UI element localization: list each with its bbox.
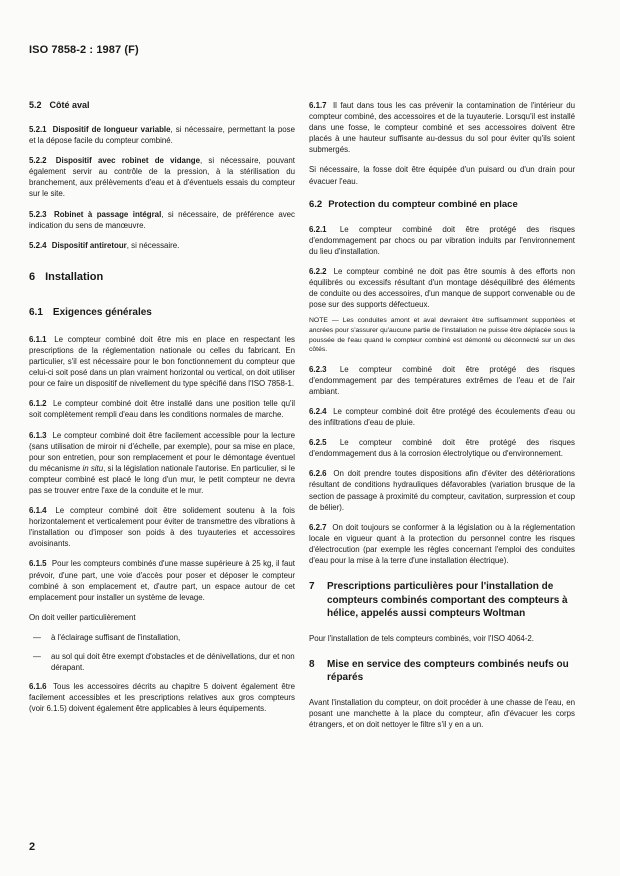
clause-text: Le compteur combiné doit être protégé des risques d'endommagement par chocs ou par vibration induits par l'environnement du lieu d'installation. (309, 224, 575, 256)
clause-number: 6.2.2 (309, 266, 327, 276)
clause-emphasis: in situ (82, 463, 104, 473)
clause-text: Le compteur combiné doit être protégé des risques d'endommagement dus à la corrosion électrolytique ou d'environnement. (309, 438, 575, 459)
clause-text: On doit prendre toutes dispositions afin d'éviter des détériorations résultant de conditions hydrauliques défavorables (variation brusque de la section de passage à proximité du compteur, cavitation, surpression et coup de bélier). (309, 469, 575, 512)
section-number: 6 (29, 270, 36, 283)
standard-header: ISO 7858-2 : 1987 (F) (29, 44, 139, 56)
clause-lead: Dispositif avec robinet de vidange (55, 156, 200, 166)
bullet-dash: — (33, 632, 41, 642)
section-number: 8 (309, 658, 315, 670)
section-title: Exigences générales (52, 306, 152, 318)
clause-number: 5.2.2 (29, 156, 47, 166)
section-title: Mise en service des compteurs combinés neufs ou réparés (327, 658, 569, 684)
clause-text: Le compteur combiné doit être facilement accessible pour la lecture (sans utilisation de miroir ni d'échelle, par exemple), pour sa mise en place, pour son entretien, pour son remplacement et pour le démontage éventuel du mécanisme (29, 430, 295, 473)
clause-number: 6.1.4 (29, 506, 47, 516)
page-number: 2 (29, 841, 36, 853)
clause-text: Le compteur combiné doit être mis en place en respectant les prescriptions de la réglementation nationale ou celles du fabricant. En particulier, s'il est nécessaire pour le bon fonctionnement du compteur que celui-ci soit posé dans un plan vraiment horizontal ou vertical, on doit utiliser pour ce faire un dispositif de nivellement du type spécifié dans l'ISO 7858-1. (29, 334, 295, 389)
clause-6-2-1 (309, 224, 575, 257)
section-title: Côté aval (49, 100, 90, 110)
clause-number: 6.2.4 (309, 406, 327, 416)
clause-6-2-6 (309, 468, 575, 512)
clause-6-1-5 (29, 558, 295, 602)
section-number: 6.2 (309, 198, 323, 210)
clause-text: Le compteur combiné doit être protégé des écoulements d'eau ou des infiltrations d'eau de pluie. (309, 406, 575, 428)
clause-number: 6.2.5 (309, 438, 327, 448)
clause-text: Le compteur combiné doit être installé dans une position telle qu'il soit complètement rempli d'eau dans les conditions normales de marche. (29, 399, 295, 420)
section-title: Protection du compteur combiné en place (328, 198, 518, 210)
clause-6-2-2 (309, 266, 575, 310)
bullet-text: au sol qui doit être exempt d'obstacles et de dénivellations, dur et non dérapant. (51, 652, 295, 673)
heading-8 (309, 658, 575, 685)
section-8-text: Avant l'installation du compteur, on doit procéder à une chasse de l'eau, en posant une manchette à la place du compteur, afin d'évacuer les corps étrangers, et on doit nettoyer le filtre s'il y en a un. (309, 697, 575, 729)
section-7-text: Pour l'installation de tels compteurs combinés, voir l'ISO 4064-2. (309, 633, 534, 643)
clause-number: 6.1.5 (29, 559, 47, 569)
right-column (309, 100, 575, 739)
clause-number: 6.1.7 (309, 101, 327, 110)
clause-6-1-4 (29, 505, 295, 549)
clause-text: , si nécessaire, permettant la pose et la dépose facile du compteur combiné. (29, 125, 295, 146)
section-number: 7 (309, 581, 315, 593)
clause-6-2-4 (309, 406, 575, 428)
clause-number: 6.2.7 (309, 522, 327, 532)
clause-5-2-4 (29, 240, 295, 251)
heading-5-2 (29, 100, 295, 110)
clause-6-1-7 (309, 100, 575, 155)
clause-5-2-3 (29, 209, 295, 231)
clause-text: Le compteur combiné doit être solidement soutenu à la fois horizontalement et verticalement pour éviter de transmettre des vibrations à l'installation ou d'imposer son poids à des tuyauteries et accessoires avoisinants. (29, 506, 295, 549)
clause-6-1-1 (29, 334, 295, 389)
note: NOTE — Les conduites amont et aval devraient être suffisamment supportées et ancrées pour s'assurer qu'aucune partie de l'installation ne puisse être déplacée sous la poussée de l'eau quand le compteur combiné est démonté ou déconnecté sur un des côtés. (309, 317, 575, 354)
clause-lead: Dispositif de longueur variable (52, 125, 171, 134)
clause-6-1-6 (29, 681, 295, 714)
clause-text: , si nécessaire. (126, 240, 180, 250)
heading-7 (309, 580, 575, 621)
clause-5-2-1 (29, 124, 295, 146)
clause-number: 6.1.2 (29, 399, 47, 409)
clause-6-1-7-cont: Si nécessaire, la fosse doit être équipée d'un puisard ou d'un drain pour évacuer l'eau. (309, 165, 575, 186)
clause-number: 6.2.6 (309, 469, 327, 479)
clause-text: Il faut dans tous les cas prévenir la contamination de l'intérieur du compteur combiné, des accessoires et de la tuyauterie. Lorsqu'il est installé dans une fosse, le compteur combiné et ses accessoires doivent être placés à une hauteur suffisante au-dessus du sol pour éviter qu'ils soient submergés. (309, 101, 575, 155)
left-column (29, 100, 295, 723)
clause-text: On doit toujours se conformer à la législation ou à la réglementation locale en vigueur quant à la protection du personnel contre les risques d'électrocution (par exemple les règles concernant l'emploi des conduites d'eau pour la mise à la terre d'une installation électrique). (309, 522, 575, 565)
bullet-text: à l'éclairage suffisant de l'installation, (51, 632, 181, 642)
section-title: Installation (45, 270, 104, 283)
clause-6-1-2 (29, 398, 295, 420)
list-item (29, 632, 295, 643)
clause-number: 6.2.1 (309, 224, 327, 234)
heading-6-1 (29, 307, 295, 318)
clause-text: Le compteur combiné ne doit pas être soumis à des efforts non équilibrés ou excessifs résultant d'un montage déséquilibré des éléments de conduite ou des accessoires, d'un manque de support convenable ou de pose sur des supports défectueux. (309, 266, 575, 310)
clause-number: 5.2.1 (29, 125, 47, 134)
heading-6-2 (309, 199, 575, 210)
clause-6-2-7 (309, 522, 575, 566)
section-number: 6.1 (29, 306, 43, 318)
clause-number: 6.1.3 (29, 430, 47, 440)
clause-number: 6.1.6 (29, 682, 47, 692)
clause-text: , si nécessaire, pouvant également servir au contrôle de la pression, à la stérilisation du branchement, aux prélèvements d'eau et à d'éventuels essais du compteur sur le site. (29, 156, 295, 199)
list-item (29, 651, 295, 673)
clause-number: 5.2.4 (29, 240, 47, 250)
clause-6-2-3 (309, 364, 575, 397)
heading-6 (29, 271, 295, 283)
clause-number: 6.1.1 (29, 334, 47, 344)
clause-text: Tous les accessoires décrits au chapitre 5 doivent également être facilement accessibles et les prescriptions relatives aux gros compteurs (voir 6.1.5) doivent également être applicables à leurs équipements. (29, 682, 295, 714)
watch-intro: On doit veiller particulièrement (29, 612, 136, 622)
clause-6-2-5 (309, 437, 575, 459)
clause-text: Le compteur combiné doit être protégé des risques d'endommagement par des températures extrêmes de l'eau et de l'air ambiant. (309, 364, 575, 396)
clause-6-1-3 (29, 430, 295, 497)
clause-lead: Robinet à passage intégral (54, 209, 162, 219)
bullet-dash: — (33, 652, 41, 661)
clause-text: , si nécessaire, de préférence avec indication du sens de manœuvre. (29, 209, 295, 230)
clause-text-cont: , si la législation nationale l'autorise. En particulier, si le compteur combiné est placé le long d'un mur, le petit compteur ne devra pas se trouver entre l'axe de la conduite et le mur. (29, 463, 296, 495)
section-title: Prescriptions particulières pour l'installation de compteurs combinés comportant des compteurs à hélice, appelés aussi compteurs Woltman (327, 581, 568, 620)
clause-number: 6.2.3 (309, 364, 327, 374)
section-number: 5.2 (29, 100, 42, 110)
clause-lead: Dispositif antiretour (51, 240, 127, 250)
clause-number: 5.2.3 (29, 209, 47, 219)
clause-5-2-2 (29, 155, 295, 199)
clause-text: Pour les compteurs combinés d'une masse supérieure à 25 kg, il faut prévoir, d'une part, une voie d'accès pour poser et déposer le compteur combiné à son emplacement et, d'autre part, un espace autour de cet emplacement pour installer un système de levage. (29, 559, 295, 602)
